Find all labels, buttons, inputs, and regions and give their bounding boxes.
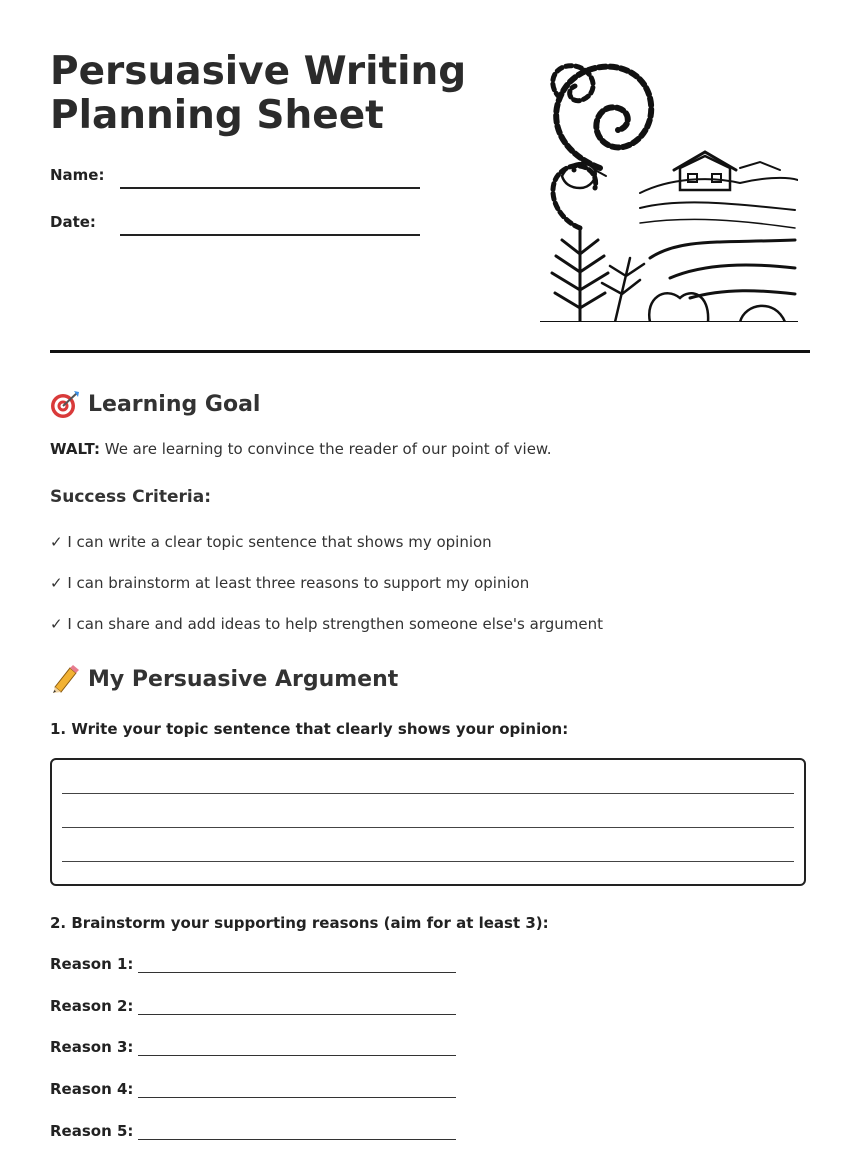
reason-label: Reason 4: <box>50 1080 134 1098</box>
learning-goal-title: Learning Goal <box>88 391 261 417</box>
reason-blank[interactable] <box>138 1125 456 1140</box>
header-divider <box>50 350 810 353</box>
learning-goal-heading <box>50 389 260 419</box>
reason-blank[interactable] <box>138 1083 456 1098</box>
reason-label: Reason 3: <box>50 1038 134 1056</box>
argument-title: My Persuasive Argument <box>88 666 399 692</box>
reason-row[interactable] <box>50 955 456 973</box>
walt-statement <box>50 440 552 458</box>
reason-label: Reason 5: <box>50 1122 134 1140</box>
walt-label: WALT: <box>50 440 100 458</box>
reason-label: Reason 2: <box>50 997 134 1015</box>
walt-text: We are learning to convince the reader of our point of view. <box>99 440 552 458</box>
criterion-item: ✓ I can share and add ideas to help strengthen someone else's argument <box>50 615 603 633</box>
question-2: 2. Brainstorm your supporting reasons (aim for at least 3): <box>50 914 549 932</box>
target-icon <box>50 389 80 419</box>
reason-blank[interactable] <box>138 1041 456 1056</box>
reason-row[interactable] <box>50 1038 456 1056</box>
question-1: 1. Write your topic sentence that clearly shows your opinion: <box>50 720 569 738</box>
date-label: Date: <box>50 213 96 231</box>
writing-line <box>62 861 794 862</box>
name-label: Name: <box>50 166 105 184</box>
page-title: Persuasive Writing Planning Sheet <box>50 49 467 138</box>
writing-line <box>62 793 794 794</box>
reason-label: Reason 1: <box>50 955 134 973</box>
reason-row[interactable] <box>50 1122 456 1140</box>
landscape-illustration <box>540 58 798 322</box>
success-criteria-heading: Success Criteria: <box>50 487 212 507</box>
topic-sentence-box[interactable] <box>50 758 806 886</box>
writing-line <box>62 827 794 828</box>
criterion-item: ✓ I can brainstorm at least three reasons to support my opinion <box>50 574 530 592</box>
criterion-item: ✓ I can write a clear topic sentence that shows my opinion <box>50 533 492 551</box>
reason-row[interactable] <box>50 1080 456 1098</box>
name-line[interactable] <box>120 187 420 189</box>
argument-heading <box>50 664 398 694</box>
date-line[interactable] <box>120 234 420 236</box>
reason-blank[interactable] <box>138 1000 456 1015</box>
reason-blank[interactable] <box>138 958 456 973</box>
reason-row[interactable] <box>50 997 456 1015</box>
pencil-icon <box>50 664 80 694</box>
